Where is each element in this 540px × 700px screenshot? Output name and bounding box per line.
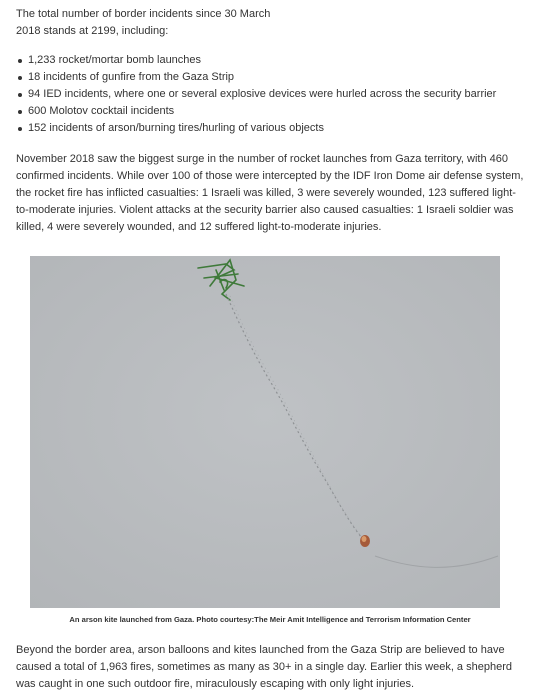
intro-paragraph: The total number of border incidents since 30 March 2018 stands at 2199, including: — [16, 8, 271, 37]
kite-photo-drawing — [30, 256, 500, 608]
list-item: 600 Molotov cocktail incidents — [16, 103, 524, 120]
photo-caption: An arson kite launched from Gaza. Photo courtesy:The Meir Amit Intelligence and Terrorism Information Center — [69, 615, 471, 624]
incident-list — [16, 52, 524, 137]
sky-background — [30, 256, 500, 608]
list-item: 1,233 rocket/mortar bomb launches — [16, 52, 524, 69]
fires-paragraph: Beyond the border area, arson balloons and kites launched from the Gaza Strip are believed to have caused a total of 1,963 fires, sometimes as many as 30+ in a single day. Earlier this week, a shepherd was caught in one such outdoor fire, miraculously escaping with only light injuries. — [16, 644, 512, 690]
list-item: 94 IED incidents, where one or several explosive devices were hurled across the security barrier — [16, 86, 524, 103]
list-item: 152 incidents of arson/burning tires/hurling of various objects — [16, 120, 524, 137]
list-item: 18 incidents of gunfire from the Gaza Strip — [16, 69, 524, 86]
arson-kite-photo — [30, 256, 500, 608]
rocket-launches-paragraph: November 2018 saw the biggest surge in the number of rocket launches from Gaza territory, with 460 confirmed incidents. While over 100 of those were intercepted by the IDF Iron Dome air defense system, the rocket fire has inflicted casualties: 1 Israeli was killed, 3 were severely wounded, 123 suffered light-to-moderate injuries. Violent attacks at the security barrier also caused casualties: 1 Israeli soldier was killed, 4 were severely wounded, and 12 suffered light-to-moderate injuries. — [16, 153, 524, 233]
